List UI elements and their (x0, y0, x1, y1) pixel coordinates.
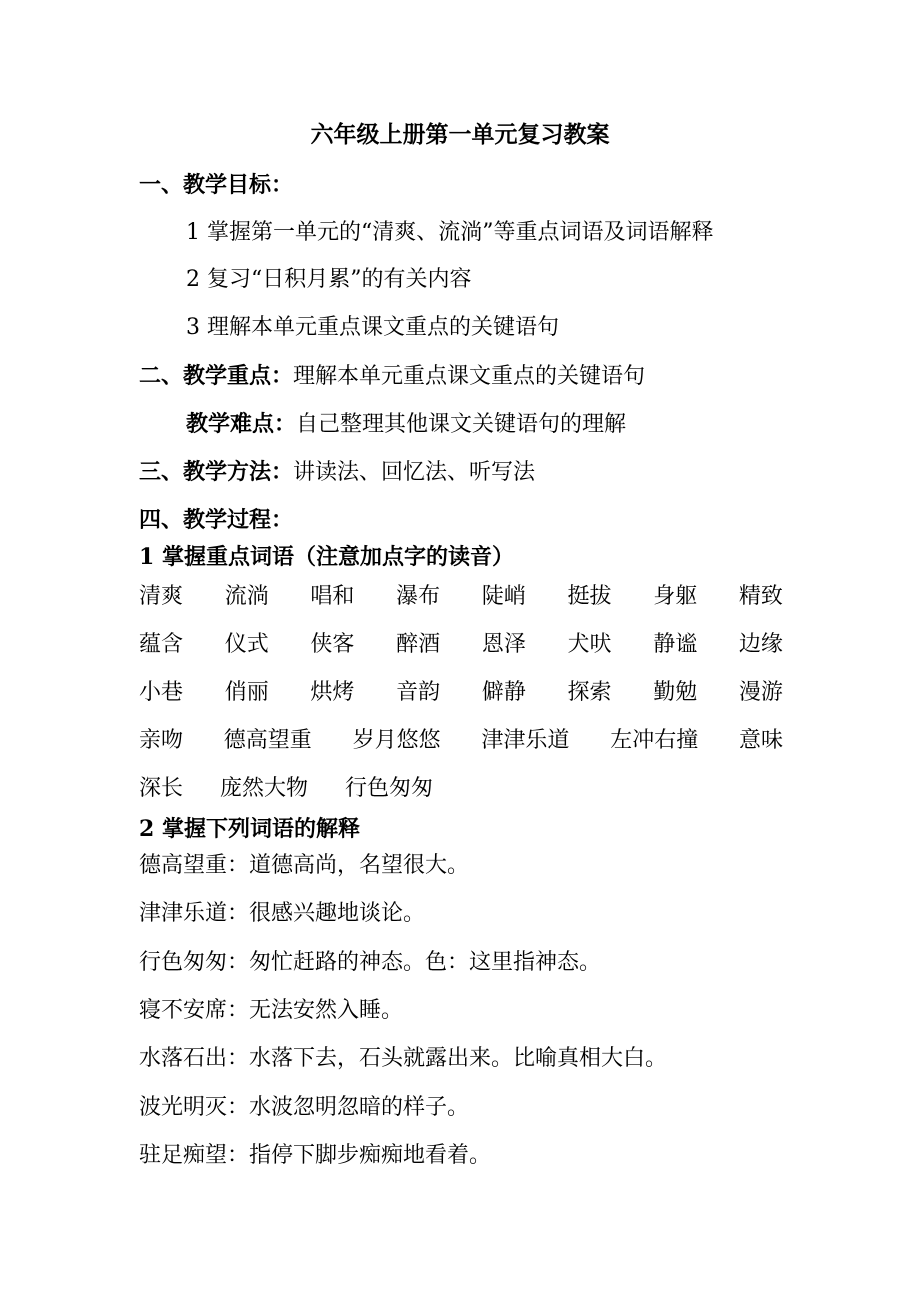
word-item: 静谧 (653, 632, 698, 657)
definition-item: 波光明灭：水波忽明忽暗的样子。 (139, 1095, 470, 1120)
word-item: 精致 (738, 584, 783, 609)
word-item: 岁月悠悠 (352, 728, 441, 753)
definition-item: 驻足痴望：指停下脚步痴痴地看着。 (139, 1143, 492, 1168)
word-item: 瀑布 (396, 584, 441, 609)
word-row-5 (139, 774, 783, 804)
word-item: 边缘 (738, 632, 783, 657)
word-item: 犬吠 (567, 632, 612, 657)
word-row-3 (139, 678, 783, 708)
part-1-heading: 1 掌握重点词语（注意加点字的读音） (139, 544, 514, 570)
section-4-heading: 四、教学过程： (139, 507, 294, 533)
section-2-text: 理解本单元重点课文重点的关键语句 (293, 364, 646, 389)
objective-2: 2 复习“日积月累”的有关内容 (186, 267, 472, 292)
document-title: 六年级上册第一单元复习教案 (310, 121, 610, 148)
objective-3: 3 理解本单元重点课文重点的关键语句 (186, 315, 559, 340)
definition-item: 德高望重：道德高尚，名望很大。 (139, 853, 470, 878)
difficulty-heading: 教学难点： (186, 411, 297, 437)
word-item: 身躯 (653, 584, 698, 609)
word-item: 深长 (139, 776, 184, 801)
word-item: 左冲右撞 (610, 728, 699, 753)
section-3-text: 讲读法、回忆法、听写法 (293, 460, 536, 485)
word-item: 漫游 (738, 680, 783, 705)
objective-1: 1 掌握第一单元的“清爽、流淌”等重点词语及词语解释 (186, 220, 714, 245)
word-item: 勤勉 (653, 680, 698, 705)
definition-item: 行色匆匆：匆忙赶路的神态。色：这里指神态。 (139, 950, 602, 975)
word-item: 德高望重 (223, 728, 312, 753)
word-item: 僻静 (481, 680, 526, 705)
word-item: 蕴含 (139, 632, 184, 657)
word-row-1 (139, 582, 783, 612)
part-2-heading: 2 掌握下列词语的解释 (139, 816, 360, 842)
section-3-heading: 三、教学方法： (139, 459, 294, 485)
definition-item: 水落石出：水落下去，石头就露出来。比喻真相大白。 (139, 1046, 668, 1071)
word-item: 清爽 (139, 584, 184, 609)
section-2-heading: 二、教学重点： (139, 363, 294, 389)
word-item: 烘烤 (310, 680, 355, 705)
difficulty-line (186, 409, 626, 440)
difficulty-text: 自己整理其他课文关键语句的理解 (296, 412, 627, 437)
word-item: 庞然大物 (220, 776, 309, 801)
word-item: 音韵 (396, 680, 441, 705)
word-item: 小巷 (139, 680, 184, 705)
word-item: 行色匆匆 (345, 776, 434, 801)
word-item: 亲吻 (139, 728, 184, 753)
section-1-heading: 一、教学目标： (139, 172, 294, 198)
word-item: 侠客 (310, 632, 355, 657)
word-row-2 (139, 630, 783, 660)
word-item: 意味 (738, 728, 783, 753)
section-2-line (139, 361, 645, 392)
word-item: 仪式 (224, 632, 269, 657)
word-item: 俏丽 (224, 680, 269, 705)
word-item: 挺拔 (567, 584, 612, 609)
definition-item: 津津乐道：很感兴趣地谈论。 (139, 901, 426, 926)
word-item: 津津乐道 (481, 728, 570, 753)
word-row-4 (139, 726, 783, 756)
word-item: 探索 (567, 680, 612, 705)
word-item: 恩泽 (481, 632, 526, 657)
word-item: 流淌 (224, 584, 269, 609)
definition-item: 寝不安席：无法安然入睡。 (139, 998, 404, 1023)
word-item: 陡峭 (481, 584, 526, 609)
word-item: 唱和 (310, 584, 355, 609)
section-3-line (139, 457, 535, 488)
word-item: 醉酒 (396, 632, 441, 657)
